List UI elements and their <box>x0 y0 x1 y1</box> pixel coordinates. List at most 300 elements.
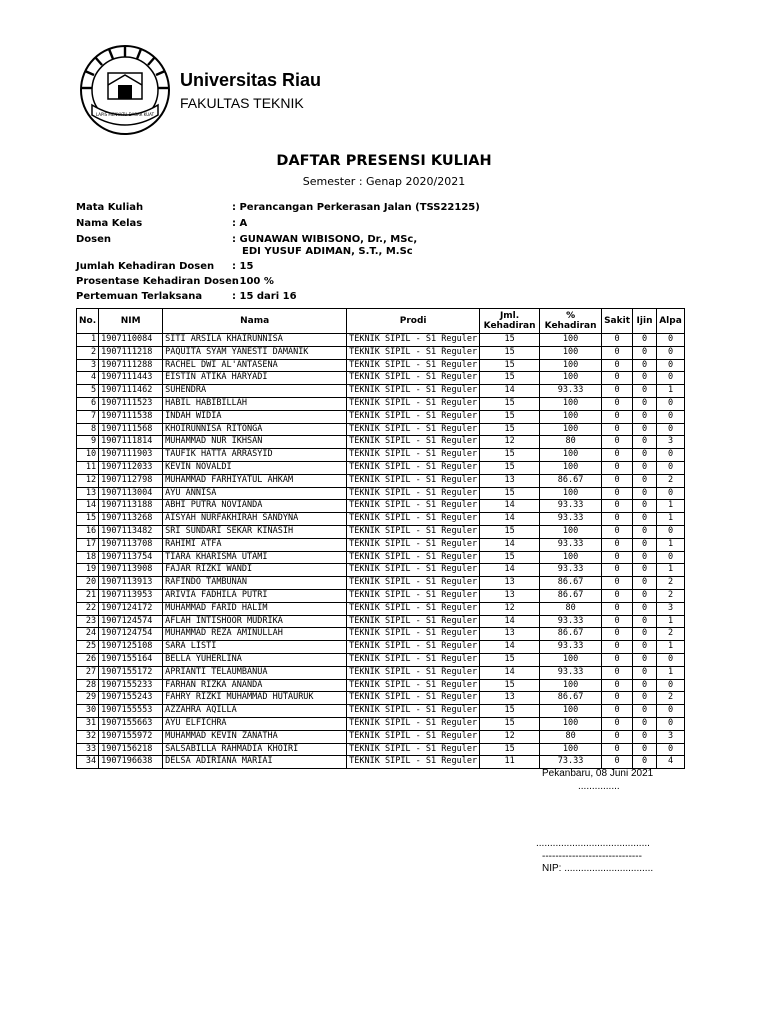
col-header-nama: Nama <box>163 309 347 334</box>
cell-alpa: 0 <box>657 487 685 500</box>
cell-persen-kehadiran: 80 <box>540 602 602 615</box>
cell-no: 4 <box>77 372 99 385</box>
cell-jml-kehadiran: 15 <box>480 679 540 692</box>
cell-ijin: 0 <box>633 346 657 359</box>
cell-nama: SALSABILLA RAHMADIA KHOIRI <box>163 743 347 756</box>
cell-nama: AYU ANNISA <box>163 487 347 500</box>
cell-prodi: TEKNIK SIPIL - S1 Reguler <box>347 577 480 590</box>
cell-persen-kehadiran: 73.33 <box>540 756 602 769</box>
info-label: Pertemuan Terlaksana <box>76 291 203 302</box>
info-value: : GUNAWAN WIBISONO, Dr., MSc, <box>232 234 418 245</box>
cell-no: 15 <box>77 513 99 526</box>
table-row <box>77 461 685 474</box>
cell-ijin: 0 <box>633 474 657 487</box>
cell-alpa: 0 <box>657 705 685 718</box>
cell-jml-kehadiran: 15 <box>480 461 540 474</box>
cell-prodi: TEKNIK SIPIL - S1 Reguler <box>347 756 480 769</box>
cell-alpa: 1 <box>657 564 685 577</box>
cell-sakit: 0 <box>602 756 633 769</box>
cell-nim: 1907111218 <box>99 346 163 359</box>
cell-sakit: 0 <box>602 474 633 487</box>
cell-nim: 1907155172 <box>99 666 163 679</box>
cell-prodi: TEKNIK SIPIL - S1 Reguler <box>347 589 480 602</box>
col-header-jml-kehadiran: Jml. Kehadiran <box>480 309 540 334</box>
cell-nim: 1907155164 <box>99 653 163 666</box>
cell-persen-kehadiran: 100 <box>540 679 602 692</box>
cell-jml-kehadiran: 12 <box>480 602 540 615</box>
cell-alpa: 0 <box>657 743 685 756</box>
cell-alpa: 0 <box>657 359 685 372</box>
cell-ijin: 0 <box>633 334 657 347</box>
cell-alpa: 0 <box>657 410 685 423</box>
cell-nama: HABIL HABIBILLAH <box>163 397 347 410</box>
cell-persen-kehadiran: 80 <box>540 730 602 743</box>
cell-persen-kehadiran: 93.33 <box>540 500 602 513</box>
cell-nama: FARHAN RIZKA ANANDA <box>163 679 347 692</box>
cell-nama: MUHAMMAD FARHIYATUL AHKAM <box>163 474 347 487</box>
table-row <box>77 730 685 743</box>
cell-alpa: 1 <box>657 615 685 628</box>
table-row <box>77 513 685 526</box>
cell-no: 13 <box>77 487 99 500</box>
cell-jml-kehadiran: 15 <box>480 372 540 385</box>
cell-sakit: 0 <box>602 628 633 641</box>
cell-alpa: 0 <box>657 423 685 436</box>
cell-alpa: 1 <box>657 641 685 654</box>
table-row <box>77 602 685 615</box>
cell-jml-kehadiran: 14 <box>480 666 540 679</box>
cell-nama: AISYAH NURFAKHIRAH SANDYNA <box>163 513 347 526</box>
cell-nim: 1907111814 <box>99 436 163 449</box>
cell-ijin: 0 <box>633 500 657 513</box>
cell-prodi: TEKNIK SIPIL - S1 Reguler <box>347 346 480 359</box>
cell-nama: RAFINDO TAMBUNAN <box>163 577 347 590</box>
cell-nim: 1907113268 <box>99 513 163 526</box>
cell-no: 9 <box>77 436 99 449</box>
cell-nim: 1907124754 <box>99 628 163 641</box>
cell-alpa: 0 <box>657 346 685 359</box>
cell-nim: 1907111462 <box>99 385 163 398</box>
signature-name-dots: ......................................... <box>536 838 650 849</box>
cell-no: 3 <box>77 359 99 372</box>
cell-prodi: TEKNIK SIPIL - S1 Reguler <box>347 372 480 385</box>
cell-sakit: 0 <box>602 705 633 718</box>
cell-sakit: 0 <box>602 500 633 513</box>
cell-sakit: 0 <box>602 602 633 615</box>
cell-sakit: 0 <box>602 730 633 743</box>
cell-persen-kehadiran: 93.33 <box>540 538 602 551</box>
cell-nim: 1907113953 <box>99 589 163 602</box>
cell-jml-kehadiran: 15 <box>480 410 540 423</box>
cell-alpa: 0 <box>657 653 685 666</box>
cell-nama: DELSA ADIRIANA MARIAI <box>163 756 347 769</box>
cell-persen-kehadiran: 100 <box>540 705 602 718</box>
cell-nama: MUHAMMAD FARID HALIM <box>163 602 347 615</box>
cell-nama: KEVIN NOVALDI <box>163 461 347 474</box>
cell-alpa: 0 <box>657 372 685 385</box>
table-row <box>77 564 685 577</box>
cell-persen-kehadiran: 100 <box>540 410 602 423</box>
cell-jml-kehadiran: 15 <box>480 346 540 359</box>
cell-sakit: 0 <box>602 346 633 359</box>
table-row <box>77 589 685 602</box>
cell-nama: MUHAMMAD NUR IKHSAN <box>163 436 347 449</box>
table-row <box>77 334 685 347</box>
cell-nim: 1907113188 <box>99 500 163 513</box>
cell-ijin: 0 <box>633 410 657 423</box>
cell-sakit: 0 <box>602 538 633 551</box>
cell-nama: AYU ELFICHRA <box>163 717 347 730</box>
cell-ijin: 0 <box>633 717 657 730</box>
cell-prodi: TEKNIK SIPIL - S1 Reguler <box>347 705 480 718</box>
cell-ijin: 0 <box>633 487 657 500</box>
cell-sakit: 0 <box>602 385 633 398</box>
cell-sakit: 0 <box>602 589 633 602</box>
cell-no: 8 <box>77 423 99 436</box>
cell-no: 16 <box>77 525 99 538</box>
cell-nama: AZZAHRA AQILLA <box>163 705 347 718</box>
cell-jml-kehadiran: 15 <box>480 653 540 666</box>
cell-persen-kehadiran: 93.33 <box>540 513 602 526</box>
table-row <box>77 615 685 628</box>
table-row <box>77 538 685 551</box>
cell-nama: SRI SUNDARI SEKAR KINASIH <box>163 525 347 538</box>
cell-prodi: TEKNIK SIPIL - S1 Reguler <box>347 653 480 666</box>
cell-nim: 1907155972 <box>99 730 163 743</box>
table-row <box>77 666 685 679</box>
cell-persen-kehadiran: 86.67 <box>540 589 602 602</box>
cell-nama: FAJAR RIZKI WANDI <box>163 564 347 577</box>
cell-persen-kehadiran: 100 <box>540 449 602 462</box>
cell-prodi: TEKNIK SIPIL - S1 Reguler <box>347 641 480 654</box>
cell-jml-kehadiran: 13 <box>480 474 540 487</box>
cell-jml-kehadiran: 15 <box>480 525 540 538</box>
table-row <box>77 474 685 487</box>
table-row <box>77 346 685 359</box>
cell-no: 22 <box>77 602 99 615</box>
cell-alpa: 2 <box>657 474 685 487</box>
cell-nim: 1907113482 <box>99 525 163 538</box>
cell-nama: AFLAH INTISHOOR MUDRIKA <box>163 615 347 628</box>
cell-sakit: 0 <box>602 449 633 462</box>
cell-nim: 1907110084 <box>99 334 163 347</box>
cell-persen-kehadiran: 86.67 <box>540 474 602 487</box>
table-row <box>77 487 685 500</box>
place-date: Pekanbaru, 08 Juni 2021 <box>542 768 654 779</box>
cell-jml-kehadiran: 12 <box>480 436 540 449</box>
cell-no: 5 <box>77 385 99 398</box>
info-value: : A <box>232 218 248 229</box>
cell-persen-kehadiran: 100 <box>540 346 602 359</box>
cell-jml-kehadiran: 15 <box>480 449 540 462</box>
cell-no: 32 <box>77 730 99 743</box>
cell-sakit: 0 <box>602 743 633 756</box>
cell-jml-kehadiran: 15 <box>480 551 540 564</box>
cell-prodi: TEKNIK SIPIL - S1 Reguler <box>347 513 480 526</box>
cell-ijin: 0 <box>633 359 657 372</box>
cell-nim: 1907155243 <box>99 692 163 705</box>
cell-sakit: 0 <box>602 564 633 577</box>
cell-no: 28 <box>77 679 99 692</box>
cell-nama: SITI ARSILA KHAIRUNNISA <box>163 334 347 347</box>
cell-ijin: 0 <box>633 551 657 564</box>
cell-alpa: 0 <box>657 449 685 462</box>
cell-sakit: 0 <box>602 372 633 385</box>
cell-nim: 1907124172 <box>99 602 163 615</box>
cell-nama: ABHI PUTRA NOVIANDA <box>163 500 347 513</box>
cell-sakit: 0 <box>602 615 633 628</box>
cell-prodi: TEKNIK SIPIL - S1 Reguler <box>347 474 480 487</box>
cell-alpa: 0 <box>657 461 685 474</box>
cell-no: 20 <box>77 577 99 590</box>
cell-sakit: 0 <box>602 653 633 666</box>
cell-jml-kehadiran: 13 <box>480 692 540 705</box>
table-row <box>77 449 685 462</box>
cell-ijin: 0 <box>633 705 657 718</box>
table-row <box>77 551 685 564</box>
info-label: Prosentase Kehadiran Dosen <box>76 276 239 287</box>
cell-nama: BELLA YUHERLINA <box>163 653 347 666</box>
table-row <box>77 436 685 449</box>
cell-sakit: 0 <box>602 397 633 410</box>
cell-prodi: TEKNIK SIPIL - S1 Reguler <box>347 359 480 372</box>
cell-nama: RAHIMI ATFA <box>163 538 347 551</box>
cell-alpa: 0 <box>657 397 685 410</box>
cell-persen-kehadiran: 100 <box>540 397 602 410</box>
cell-nama: MUHAMMAD REZA AMINULLAH <box>163 628 347 641</box>
cell-alpa: 2 <box>657 628 685 641</box>
table-row <box>77 577 685 590</box>
cell-ijin: 0 <box>633 756 657 769</box>
cell-jml-kehadiran: 14 <box>480 564 540 577</box>
cell-persen-kehadiran: 100 <box>540 551 602 564</box>
cell-prodi: TEKNIK SIPIL - S1 Reguler <box>347 410 480 423</box>
cell-sakit: 0 <box>602 436 633 449</box>
cell-nim: 1907111443 <box>99 372 163 385</box>
cell-nama: INDAH WIDIA <box>163 410 347 423</box>
cell-prodi: TEKNIK SIPIL - S1 Reguler <box>347 679 480 692</box>
cell-prodi: TEKNIK SIPIL - S1 Reguler <box>347 500 480 513</box>
cell-sakit: 0 <box>602 487 633 500</box>
table-header-row <box>77 309 685 334</box>
cell-nama: APRIANTI TELAUMBANUA <box>163 666 347 679</box>
cell-sakit: 0 <box>602 679 633 692</box>
cell-nama: TIARA KHARISMA UTAMI <box>163 551 347 564</box>
cell-prodi: TEKNIK SIPIL - S1 Reguler <box>347 385 480 398</box>
cell-no: 12 <box>77 474 99 487</box>
cell-prodi: TEKNIK SIPIL - S1 Reguler <box>347 628 480 641</box>
universitas-riau-logo-icon <box>78 43 172 137</box>
cell-persen-kehadiran: 100 <box>540 359 602 372</box>
cell-persen-kehadiran: 86.67 <box>540 577 602 590</box>
cell-persen-kehadiran: 86.67 <box>540 628 602 641</box>
table-row <box>77 628 685 641</box>
cell-ijin: 0 <box>633 743 657 756</box>
cell-alpa: 0 <box>657 525 685 538</box>
attendance-table <box>76 308 685 769</box>
table-row <box>77 423 685 436</box>
cell-nama: RACHEL DWI AL'ANTASENA <box>163 359 347 372</box>
cell-prodi: TEKNIK SIPIL - S1 Reguler <box>347 436 480 449</box>
table-row <box>77 372 685 385</box>
cell-no: 26 <box>77 653 99 666</box>
cell-jml-kehadiran: 15 <box>480 705 540 718</box>
cell-nama: SUHENDRA <box>163 385 347 398</box>
cell-no: 2 <box>77 346 99 359</box>
cell-ijin: 0 <box>633 615 657 628</box>
col-header-alpa: Alpa <box>657 309 685 334</box>
cell-alpa: 0 <box>657 551 685 564</box>
cell-jml-kehadiran: 15 <box>480 334 540 347</box>
table-row <box>77 743 685 756</box>
cell-persen-kehadiran: 100 <box>540 653 602 666</box>
cell-persen-kehadiran: 93.33 <box>540 564 602 577</box>
cell-sakit: 0 <box>602 410 633 423</box>
info-label: Mata Kuliah <box>76 202 144 213</box>
cell-nama: PAQUITA SYAM YANESTI DAMANIK <box>163 346 347 359</box>
cell-nim: 1907113913 <box>99 577 163 590</box>
cell-nim: 1907156218 <box>99 743 163 756</box>
cell-alpa: 4 <box>657 756 685 769</box>
cell-jml-kehadiran: 14 <box>480 385 540 398</box>
cell-persen-kehadiran: 93.33 <box>540 641 602 654</box>
cell-sakit: 0 <box>602 423 633 436</box>
cell-ijin: 0 <box>633 564 657 577</box>
table-row <box>77 705 685 718</box>
cell-nim: 1907111903 <box>99 449 163 462</box>
cell-prodi: TEKNIK SIPIL - S1 Reguler <box>347 564 480 577</box>
cell-ijin: 0 <box>633 461 657 474</box>
cell-no: 17 <box>77 538 99 551</box>
cell-alpa: 1 <box>657 385 685 398</box>
cell-no: 30 <box>77 705 99 718</box>
cell-prodi: TEKNIK SIPIL - S1 Reguler <box>347 666 480 679</box>
cell-ijin: 0 <box>633 449 657 462</box>
info-value: : Perancangan Perkerasan Jalan (TSS22125) <box>232 202 480 213</box>
cell-sakit: 0 <box>602 334 633 347</box>
cell-jml-kehadiran: 12 <box>480 730 540 743</box>
cell-nim: 1907125108 <box>99 641 163 654</box>
cell-persen-kehadiran: 100 <box>540 487 602 500</box>
cell-no: 1 <box>77 334 99 347</box>
col-header-nim: NIM <box>99 309 163 334</box>
cell-no: 31 <box>77 717 99 730</box>
cell-sakit: 0 <box>602 461 633 474</box>
cell-alpa: 1 <box>657 538 685 551</box>
cell-nim: 1907111538 <box>99 410 163 423</box>
cell-prodi: TEKNIK SIPIL - S1 Reguler <box>347 538 480 551</box>
cell-jml-kehadiran: 14 <box>480 615 540 628</box>
cell-persen-kehadiran: 100 <box>540 461 602 474</box>
cell-sakit: 0 <box>602 641 633 654</box>
cell-ijin: 0 <box>633 513 657 526</box>
cell-ijin: 0 <box>633 602 657 615</box>
info-value: : 15 <box>232 261 254 272</box>
cell-prodi: TEKNIK SIPIL - S1 Reguler <box>347 461 480 474</box>
cell-no: 24 <box>77 628 99 641</box>
cell-ijin: 0 <box>633 397 657 410</box>
signature-underline: ------------------------------ <box>542 851 642 862</box>
document-title: DAFTAR PRESENSI KULIAH <box>276 153 492 169</box>
cell-nim: 1907124574 <box>99 615 163 628</box>
cell-nim: 1907112798 <box>99 474 163 487</box>
cell-no: 10 <box>77 449 99 462</box>
cell-prodi: TEKNIK SIPIL - S1 Reguler <box>347 487 480 500</box>
cell-jml-kehadiran: 15 <box>480 397 540 410</box>
cell-no: 33 <box>77 743 99 756</box>
cell-persen-kehadiran: 100 <box>540 717 602 730</box>
cell-nama: SARA LISTI <box>163 641 347 654</box>
cell-prodi: TEKNIK SIPIL - S1 Reguler <box>347 615 480 628</box>
info-label: Dosen <box>76 234 112 245</box>
cell-nim: 1907111523 <box>99 397 163 410</box>
cell-nama: FAHRY RIZKI MUHAMMAD HUTAURUK <box>163 692 347 705</box>
cell-no: 29 <box>77 692 99 705</box>
col-header-ijin: Ijin <box>633 309 657 334</box>
table-row <box>77 756 685 769</box>
cell-alpa: 3 <box>657 436 685 449</box>
cell-prodi: TEKNIK SIPIL - S1 Reguler <box>347 334 480 347</box>
cell-no: 6 <box>77 397 99 410</box>
cell-persen-kehadiran: 93.33 <box>540 666 602 679</box>
cell-jml-kehadiran: 15 <box>480 717 540 730</box>
cell-prodi: TEKNIK SIPIL - S1 Reguler <box>347 525 480 538</box>
cell-no: 27 <box>77 666 99 679</box>
table-row <box>77 717 685 730</box>
cell-jml-kehadiran: 14 <box>480 500 540 513</box>
cell-nim: 1907113004 <box>99 487 163 500</box>
table-row <box>77 397 685 410</box>
table-row <box>77 385 685 398</box>
info-label: Jumlah Kehadiran Dosen <box>76 261 215 272</box>
cell-nim: 1907113908 <box>99 564 163 577</box>
nip-line: NIP: ................................ <box>542 863 654 874</box>
cell-jml-kehadiran: 13 <box>480 589 540 602</box>
table-row <box>77 692 685 705</box>
info-value-second: EDI YUSUF ADIMAN, S.T., M.Sc <box>242 246 413 257</box>
cell-nim: 1907155663 <box>99 717 163 730</box>
table-row <box>77 653 685 666</box>
cell-nama: KHOIRUNNISA RITONGA <box>163 423 347 436</box>
cell-ijin: 0 <box>633 538 657 551</box>
cell-no: 14 <box>77 500 99 513</box>
cell-nama: TAUFIK HATTA ARRASYID <box>163 449 347 462</box>
cell-no: 25 <box>77 641 99 654</box>
cell-persen-kehadiran: 93.33 <box>540 615 602 628</box>
cell-ijin: 0 <box>633 385 657 398</box>
cell-no: 23 <box>77 615 99 628</box>
cell-alpa: 1 <box>657 666 685 679</box>
cell-alpa: 1 <box>657 513 685 526</box>
info-label: Nama Kelas <box>76 218 143 229</box>
cell-no: 34 <box>77 756 99 769</box>
cell-sakit: 0 <box>602 359 633 372</box>
cell-jml-kehadiran: 15 <box>480 359 540 372</box>
cell-jml-kehadiran: 14 <box>480 641 540 654</box>
cell-prodi: TEKNIK SIPIL - S1 Reguler <box>347 743 480 756</box>
table-row <box>77 500 685 513</box>
cell-sakit: 0 <box>602 717 633 730</box>
svg-text:LAPIS MENYATU DASAR KUAT: LAPIS MENYATU DASAR KUAT <box>95 112 155 117</box>
cell-sakit: 0 <box>602 577 633 590</box>
cell-persen-kehadiran: 100 <box>540 525 602 538</box>
table-row <box>77 679 685 692</box>
cell-prodi: TEKNIK SIPIL - S1 Reguler <box>347 449 480 462</box>
table-row <box>77 641 685 654</box>
cell-alpa: 0 <box>657 717 685 730</box>
cell-ijin: 0 <box>633 628 657 641</box>
cell-prodi: TEKNIK SIPIL - S1 Reguler <box>347 692 480 705</box>
